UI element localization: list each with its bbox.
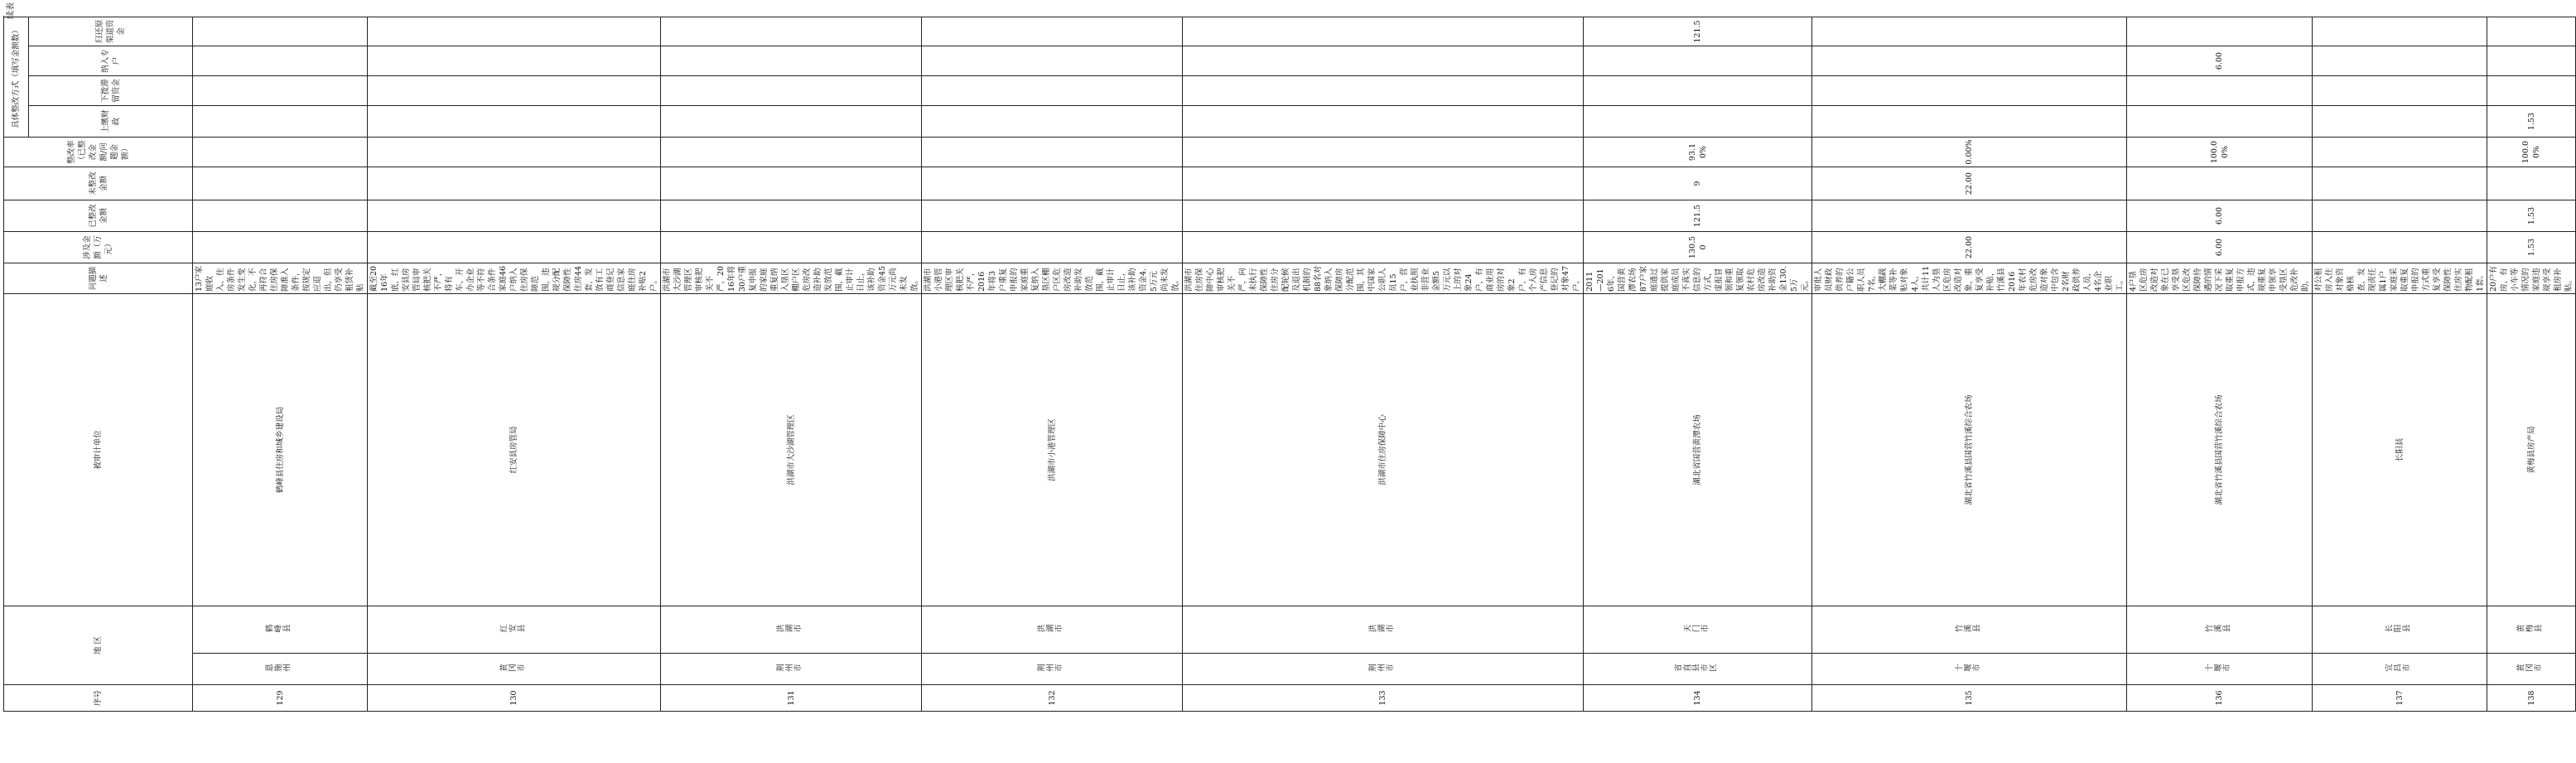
cell-m3 bbox=[1183, 46, 1584, 76]
cell-m1: 1.53 bbox=[2487, 106, 2576, 138]
cell-m1 bbox=[1584, 106, 1812, 138]
cell-problem: 4户垦区危房改造对象在已享受垦区危改保障待遇的情况下采取重复申报方式，违规重复申领享受垦区危改补助。 bbox=[2127, 263, 2313, 294]
cell-problem: 洪湖市大沙湖管理区审核把关不严，2016年将30户重复申报的家庭重复纳入垦区棚户区危房改造补助发放范围，截止审计日止，该补助资金45万元尚未发放。 bbox=[661, 263, 922, 294]
header-rate: 整改率（已整改金额/问题金额） bbox=[4, 138, 193, 167]
cell-m4 bbox=[1183, 17, 1584, 46]
cell-region-2-text: 鹤峰县 bbox=[265, 625, 292, 635]
cell-region-1 bbox=[1183, 654, 1584, 685]
cell-audited-unit: 湖北省国营黄潭农场 bbox=[1584, 294, 1812, 606]
cell-m4: 121.5 bbox=[1584, 17, 1812, 46]
header-method-group: 具体整改方式（填写金额数） bbox=[4, 17, 29, 138]
cell-region-2-text: 洪湖市 bbox=[1368, 625, 1395, 635]
cell-region-1-text: 宜昌市 bbox=[2385, 664, 2411, 674]
cell-seq: 129 bbox=[193, 685, 368, 712]
table-row bbox=[368, 17, 661, 712]
cell-m2 bbox=[922, 76, 1183, 106]
cell-problem: 审批人员财政供养的户籍公职人员7名，大棚蔬菜等补贴对象4人，共计11人为垦区危房改造对象，重复享受补贴，竹溪县2016年农村危房改造对象中包含2名财政供养人员，4名企业职工。 bbox=[1812, 263, 2127, 294]
cell-region-2 bbox=[1812, 606, 2127, 654]
cell-region-2 bbox=[1584, 606, 1812, 654]
cell-region-1 bbox=[2487, 654, 2576, 685]
cell-rate: 100.00% bbox=[2487, 138, 2576, 167]
cell-unrectified bbox=[193, 167, 368, 200]
cell-m3 bbox=[922, 46, 1183, 76]
cell-region-1 bbox=[2313, 654, 2487, 685]
cell-unrectified bbox=[2313, 167, 2487, 200]
cell-rectified bbox=[1183, 200, 1584, 232]
cell-unrectified: 22.00 bbox=[1812, 167, 2127, 200]
cell-amount bbox=[922, 232, 1183, 263]
cell-audited-unit: 洪湖市住房保障中心 bbox=[1183, 294, 1584, 606]
cell-region-2-text: 天门市 bbox=[1682, 625, 1710, 635]
cell-audited-unit: 红安县房管局 bbox=[368, 294, 661, 606]
cell-m2 bbox=[368, 76, 661, 106]
cell-m2 bbox=[1812, 76, 2127, 106]
cell-seq: 138 bbox=[2487, 685, 2576, 712]
table-row bbox=[1584, 17, 1812, 712]
cell-region-2 bbox=[368, 606, 661, 654]
cell-region-2-text: 红安县 bbox=[499, 625, 526, 635]
header-m3: 纳入专户 bbox=[29, 46, 193, 76]
table-row bbox=[1183, 17, 1584, 712]
cell-amount bbox=[1183, 232, 1584, 263]
cell-unrectified bbox=[922, 167, 1183, 200]
cell-rectified: 1.53 bbox=[2487, 200, 2576, 232]
cell-region-1-text: 黄冈市 bbox=[499, 664, 526, 674]
cell-m4 bbox=[2487, 17, 2576, 46]
cell-rectified bbox=[661, 200, 922, 232]
cell-rectified: 121.5 bbox=[1584, 200, 1812, 232]
cell-region-2-text: 洪湖市 bbox=[1037, 625, 1064, 635]
cell-amount: 22.00 bbox=[1812, 232, 2127, 263]
cell-m2 bbox=[1183, 76, 1584, 106]
table-row bbox=[661, 17, 922, 712]
cell-rectified bbox=[1812, 200, 2127, 232]
cell-m4 bbox=[193, 17, 368, 46]
cell-m2 bbox=[2487, 76, 2576, 106]
cell-m2 bbox=[1584, 76, 1812, 106]
cell-region-1-text: 省直县市区 bbox=[1674, 664, 1718, 674]
cell-m3 bbox=[1812, 46, 2127, 76]
cell-region-2 bbox=[1183, 606, 1584, 654]
cell-m3: 6.00 bbox=[2127, 46, 2313, 76]
cell-amount bbox=[2313, 232, 2487, 263]
header-seq: 序号 bbox=[4, 685, 193, 712]
cell-region-1-text: 十堰市 bbox=[1954, 664, 1981, 674]
cell-audited-unit: 洪湖市大沙湖管理区 bbox=[661, 294, 922, 606]
cell-region-1-text: 黄冈市 bbox=[2516, 664, 2543, 674]
cell-amount bbox=[368, 232, 661, 263]
header-amount: 涉及金额（万元） bbox=[4, 232, 193, 263]
cell-amount: 6.00 bbox=[2127, 232, 2313, 263]
cell-seq: 133 bbox=[1183, 685, 1584, 712]
cell-m1 bbox=[368, 106, 661, 138]
cell-rectified bbox=[2313, 200, 2487, 232]
header-m1: 上缴财政 bbox=[29, 106, 193, 138]
cell-problem: 20户有房、有小车等情况的家庭违规享受租房补贴。 bbox=[2487, 263, 2576, 294]
cell-problem: 13户家庭收入、住房条件发生变化，不再符合住房保障准入条件，按规定应退出，但仍享受租赁补贴 bbox=[193, 263, 368, 294]
cell-rectified: 6.00 bbox=[2127, 200, 2313, 232]
cell-seq: 134 bbox=[1584, 685, 1812, 712]
cell-region-2-text: 竹溪县 bbox=[1954, 625, 1981, 635]
cell-region-1 bbox=[1812, 654, 2127, 685]
cell-rate bbox=[661, 138, 922, 167]
audit-table bbox=[3, 17, 2576, 712]
cell-m1 bbox=[2313, 106, 2487, 138]
cell-region-2 bbox=[193, 606, 368, 654]
cell-rate bbox=[193, 138, 368, 167]
cell-audited-unit: 长阳县 bbox=[2313, 294, 2487, 606]
cell-unrectified: 9 bbox=[1584, 167, 1812, 200]
cell-problem: 洪湖市住房保障中心审核把关不严，向未执行保障性住房分配轮候及退出机制的88名对象纳入保障房分配范围，其中国家公职人员15户，营业执照非营业金额5万元以上的对象24户，有商业用房的对象2户，有个人房产信息登记的对象47户。 bbox=[1183, 263, 1584, 294]
cell-audited-unit: 湖北省竹溪县国营竹溪综合农场 bbox=[1812, 294, 2127, 606]
cell-m4 bbox=[2127, 17, 2313, 46]
header-unrectified: 未整改金额 bbox=[4, 167, 193, 200]
cell-m4 bbox=[2313, 17, 2487, 46]
cell-region-1 bbox=[922, 654, 1183, 685]
cell-rate: 0.00% bbox=[1812, 138, 2127, 167]
cell-problem: 截至2016年底，红安县房管局审核把关不严，将有车、开办企业等不符合条件家庭46户纳入住房保障范围，违规分配保障性住房44套，发放有工商登记信息家庭住房补贴2户。 bbox=[368, 263, 661, 294]
cell-rate bbox=[922, 138, 1183, 167]
cell-m2 bbox=[2127, 76, 2313, 106]
cell-m1 bbox=[1183, 106, 1584, 138]
table-row bbox=[2127, 17, 2313, 712]
cell-problem: 2011—2016年，国营黄潭农场87户家庭通过提供家庭成员不真实信息的方式，虚报冒领和重复领取农村危房改造补助资金130.5万元。 bbox=[1584, 263, 1812, 294]
cell-seq: 132 bbox=[922, 685, 1183, 712]
cell-region-2-text: 洪湖市 bbox=[776, 625, 803, 635]
cell-seq: 136 bbox=[2127, 685, 2313, 712]
table-row bbox=[1812, 17, 2127, 712]
cell-unrectified bbox=[1183, 167, 1584, 200]
cell-m1 bbox=[2127, 106, 2313, 138]
cell-unrectified bbox=[368, 167, 661, 200]
cell-region-1-text: 荆州市 bbox=[1368, 664, 1395, 674]
cell-rate bbox=[2313, 138, 2487, 167]
cell-region-1 bbox=[193, 654, 368, 685]
cell-region-1-text: 十堰市 bbox=[2204, 664, 2231, 674]
cell-region-2 bbox=[2487, 606, 2576, 654]
cell-amount: 1.53 bbox=[2487, 232, 2576, 263]
cell-region-2 bbox=[2127, 606, 2313, 654]
cell-rate bbox=[368, 138, 661, 167]
cell-region-2-text: 黄梅县 bbox=[2516, 625, 2543, 635]
cell-m1 bbox=[922, 106, 1183, 138]
cell-rectified bbox=[368, 200, 661, 232]
header-m4: 归还原渠道资金 bbox=[29, 17, 193, 46]
cell-m3 bbox=[193, 46, 368, 76]
cell-unrectified bbox=[2487, 167, 2576, 200]
cell-problem: 洪湖市小港管理区审核把关不严，2016年将3户重复申报的家庭重复纳入垦区棚户区危房改造补助发放范围，截止审计日止，该补助资金4.5万元尚未发放。 bbox=[922, 263, 1183, 294]
cell-seq: 130 bbox=[368, 685, 661, 712]
cell-region-1 bbox=[2127, 654, 2313, 685]
cell-m4 bbox=[368, 17, 661, 46]
cell-m4 bbox=[1812, 17, 2127, 46]
continued-label: 续表 bbox=[7, 2, 16, 19]
header-m2: 下拨滞留资金 bbox=[29, 76, 193, 106]
cell-rectified bbox=[193, 200, 368, 232]
cell-m4 bbox=[922, 17, 1183, 46]
cell-amount bbox=[193, 232, 368, 263]
cell-seq: 131 bbox=[661, 685, 922, 712]
header-problem: 问题描述 bbox=[4, 263, 193, 294]
cell-amount bbox=[661, 232, 922, 263]
cell-region-2-text: 长阳县 bbox=[2385, 625, 2411, 635]
table-row bbox=[2313, 17, 2487, 712]
cell-region-2 bbox=[922, 606, 1183, 654]
cell-region-1-text: 荆州市 bbox=[776, 664, 803, 674]
cell-region-1 bbox=[661, 654, 922, 685]
cell-rectified bbox=[922, 200, 1183, 232]
cell-audited-unit: 洪湖市小港管理区 bbox=[922, 294, 1183, 606]
cell-m1 bbox=[661, 106, 922, 138]
cell-region-2 bbox=[2313, 606, 2487, 654]
cell-seq: 137 bbox=[2313, 685, 2487, 712]
cell-problem: 对公租房入住对象资格核查，发现责任属1户家庭采取重复申报的方式重复享受保障性住房实物配租1套。 bbox=[2313, 263, 2487, 294]
cell-region-1 bbox=[368, 654, 661, 685]
cell-seq: 135 bbox=[1812, 685, 2127, 712]
header-rectified: 已整改金额 bbox=[4, 200, 193, 232]
cell-audited-unit: 鹤峰县住房和城乡建设局 bbox=[193, 294, 368, 606]
table-row bbox=[922, 17, 1183, 712]
cell-region-1-text: 荆州市 bbox=[1037, 664, 1064, 674]
cell-unrectified bbox=[661, 167, 922, 200]
cell-m2 bbox=[2313, 76, 2487, 106]
cell-audited-unit: 黄梅县房产局 bbox=[2487, 294, 2576, 606]
cell-unrectified bbox=[2127, 167, 2313, 200]
cell-region-2 bbox=[661, 606, 922, 654]
cell-region-1-text: 恩施州 bbox=[265, 664, 292, 674]
table-row bbox=[193, 17, 368, 712]
cell-m3 bbox=[368, 46, 661, 76]
cell-m2 bbox=[193, 76, 368, 106]
cell-m3 bbox=[1584, 46, 1812, 76]
cell-audited-unit: 湖北省竹溪县国营竹溪综合农场 bbox=[2127, 294, 2313, 606]
cell-m3 bbox=[2487, 46, 2576, 76]
cell-m2 bbox=[661, 76, 922, 106]
header-audited-unit: 被审计单位 bbox=[4, 294, 193, 606]
cell-m3 bbox=[2313, 46, 2487, 76]
cell-m3 bbox=[661, 46, 922, 76]
cell-rate: 100.00% bbox=[2127, 138, 2313, 167]
cell-amount: 130.50 bbox=[1584, 232, 1812, 263]
cell-region-1 bbox=[1584, 654, 1812, 685]
header-region: 地 区 bbox=[4, 606, 193, 685]
cell-rate: 93.10% bbox=[1584, 138, 1812, 167]
header-row-1 bbox=[4, 17, 29, 712]
cell-m1 bbox=[1812, 106, 2127, 138]
table-row bbox=[2487, 17, 2576, 712]
cell-rate bbox=[1183, 138, 1584, 167]
cell-m4 bbox=[661, 17, 922, 46]
cell-region-2-text: 竹溪县 bbox=[2204, 625, 2231, 635]
cell-m1 bbox=[193, 106, 368, 138]
